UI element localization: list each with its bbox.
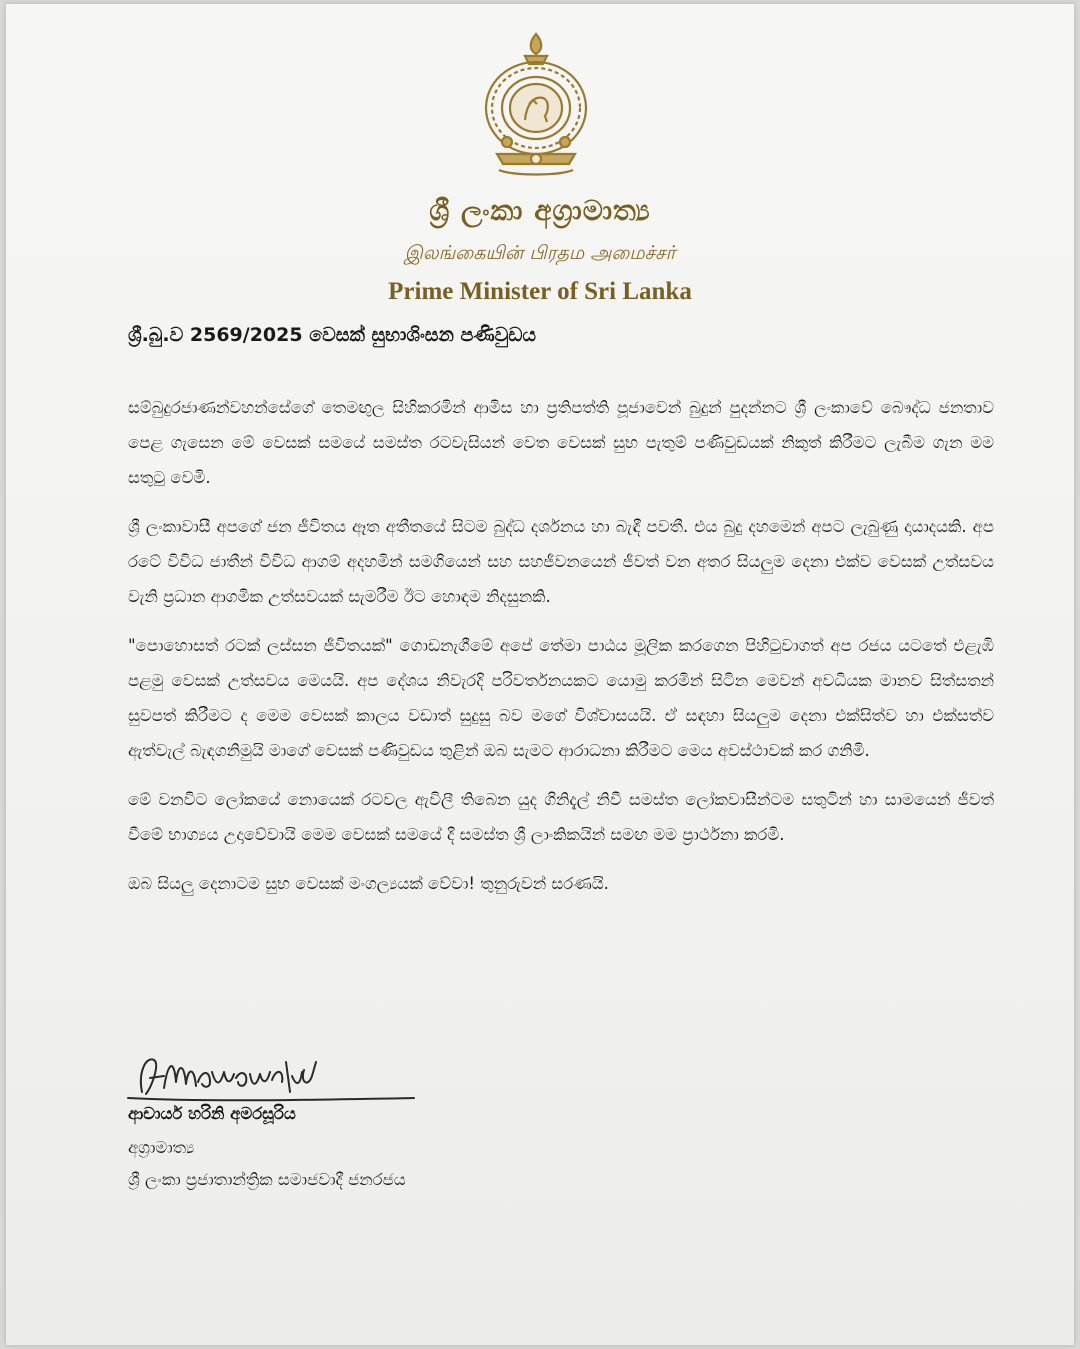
paragraph-2: ශ්‍රී ලංකාවාසී අපගේ ජන ජීවිතය ඈත අතීතයේ සිටම බුද්ධ දර්ශනය හා බැඳී පවතී. එය බුදු දහමෙන් අපට ලැබුණු දායාදයකි. අප රටේ විවිධ ජාතීන් විවිධ ආගම් අදහමින් සමගියෙන් සහ සහජීවනයෙන් ජීවත් වන අතර සියලුම දෙනා එක්ව වෙසක් උත්සවය වැනි ප්‍රධාන ආගමික උත්සවයක් සැමරීම ඊට හොඳම නිදසුනකි. [128,517,994,606]
paragraph-1: සම්බුදුරජාණන්වහන්සේගේ තෙමඟුල සිහිකරමින් ආමිස හා ප්‍රතිපත්ති පූජාවෙන් බුදුන් පුදන්නට ශ්‍රී ලංකාවේ බෞද්ධ ජනතාව පෙළ ගැසෙන මේ වෙසක් සමයේ සමස්ත රටවැසියන් වෙත වෙසක් සුභ පැතුම් පණිවුඩයක් නිකුත් කිරීමට ලැබීම ගැන මම සතුටු වෙමි. [128,398,994,487]
state-emblem-icon [477,30,595,180]
letterhead-title-tamil: இலங்கையின் பிரதம அமைச்சர் [404,242,676,264]
paragraph-5: ඔබ සියලු දෙනාටම සුභ වෙසක් මංගල්‍යයක් වේවා! තුනුරුවන් සරණයි. [128,874,609,893]
signatory-state: ශ්‍රී ලංකා ප්‍රජාතාන්ත්‍රික සමාජවාදී ජනරජය [128,1170,406,1189]
letter-page [6,4,1074,1345]
letter-body [128,390,994,915]
paragraph-4: මේ වනවිට ලෝකයේ නොයෙක් රටවල ඇවිලී තිබෙන යුද ගිනිදැල් නිවී සමස්ත ලෝකවාසීන්ටම සතුටින් හා සාමයෙන් ජීවත් වීමේ භාග්‍යය උදාවේවායි මෙම වෙසක් සමයේ දී සමස්ත ශ්‍රී ලාංකිකයින් සමඟ මම ප්‍රාර්ථනා කරමි. [128,790,994,844]
handwritten-signature [124,1042,424,1108]
signatory-title: අග්‍රාමාත්‍ය [128,1138,195,1157]
paragraph-3: "පොහොසත් රටක් ලස්සන ජීවිතයක්" ගොඩනැගීමේ අපේ තේමා පාඨය මූලික කරගෙන පිහිටුවාගත් අප රජය යටතේ එළැඹි පළමු වෙසක් උත්සවය මෙයයි. අප දේශය නිවැරදි පරිවර්තනයකට යොමු කරමින් සිටින මෙවන් අවධියක මානව සිත්සතන් සුවපත් කිරීමට ද මෙම වෙසක් කාලය වඩාත් සුදුසු බව මගේ විශ්වාසයයි. ඒ සඳහා සියලුම දෙනා එක්සිත්ව හා එක්සත්ව ඇත්වැල් බැඳගනිමුයි මාගේ වෙසක් පණිවුඩය තුළින් ඔබ සැමට ආරාධනා කිරීමට මෙය අවස්ථාවක් කර ගනිමි. [128,636,994,760]
signatory-name: ආචාර්ය හරිනි අමරසූරිය [128,1104,296,1123]
letter-subject: ශ්‍රී.බු.ව 2569/2025 වෙසක් සුභාශිංසන පණිවුඩය [128,324,537,346]
letterhead-title-english: Prime Minister of Sri Lanka [388,278,692,305]
letterhead-title-sinhala: ශ්‍රී ලංකා අග්‍රාමාත්‍ය [429,194,651,227]
